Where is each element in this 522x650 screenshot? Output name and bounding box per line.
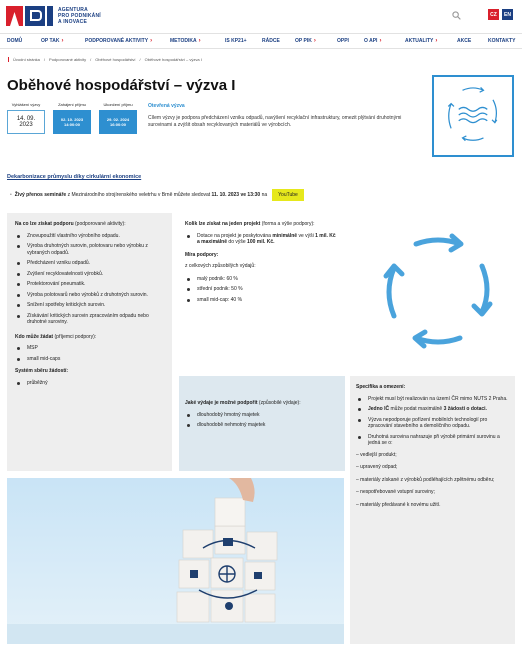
breadcrumb-separator: /: [90, 57, 92, 62]
date-column: [99, 102, 137, 134]
date-column: [53, 102, 91, 134]
date-column: [7, 102, 45, 134]
list-item: Výroba polotovarů nebo výrobků z druhotných surovin.: [15, 292, 164, 299]
date-label: Ukončení příjmu: [103, 102, 133, 107]
live-text-1: z Mezinárodního strojírenského veletrhu v Brně můžete sledovat: [66, 192, 212, 198]
secondary-materials-list: [356, 452, 509, 509]
list-item: střední podnik: 50 %: [185, 286, 339, 293]
panel-heading-rest: (podporované aktivity):: [73, 221, 126, 227]
nav-item[interactable]: [225, 38, 247, 44]
circular-economy-icon: [432, 75, 514, 157]
live-bold-title: Živý přenos semináře: [14, 192, 67, 198]
chevron-right-icon: ›: [435, 38, 438, 44]
costs-list: [185, 412, 339, 429]
who-heading-bold: Kdo může žádat: [15, 333, 54, 340]
breadcrumb-item[interactable]: Úvodní stránka: [13, 57, 40, 62]
chevron-right-icon: ›: [150, 38, 153, 44]
amount-text-2: ve výši: [297, 232, 316, 239]
costs-heading: [185, 400, 339, 407]
breadcrumb-separator: /: [43, 57, 46, 62]
call-dates: [7, 102, 137, 134]
list-item: Protektorování pneumatik.: [15, 281, 164, 288]
date-line-2: 16:00:00: [109, 122, 126, 127]
breadcrumb-marker: [8, 57, 9, 62]
nav-item[interactable]: [295, 38, 316, 44]
chevron-right-icon: ›: [313, 38, 316, 44]
chevron-right-icon: ›: [61, 38, 64, 44]
list-item: Zvýšení recyklovatelnosti výrobků.: [15, 271, 164, 278]
list-item: MSP: [15, 345, 164, 352]
list-item: dlouhodobě nehmotný majetek: [185, 422, 339, 429]
dash-list-item: – materiály získané z výrobků podléhajících zpětnému odběru;: [356, 476, 495, 483]
specifics-heading: Specifika a omezení:: [356, 384, 406, 390]
live-datetime: 11. 10. 2023 ve 13:30: [211, 192, 261, 198]
nav-item[interactable]: [405, 38, 437, 44]
lang-en-button[interactable]: EN: [502, 9, 513, 20]
amount-heading-rest: (forma a výše podpory):: [260, 221, 315, 227]
site-header: [0, 0, 522, 33]
intro-text: Cílem výzvy je podpora předcházení vzniku odpadů, navýšení recyklační infrastruktury, omezit plýtvání druhotnými surovinami a zvýšit obsah recyklovaných materiálů ve výrobcích.: [148, 115, 402, 128]
amount-text-3: do výše: [227, 239, 248, 245]
date-label: Zahájení příjmu: [58, 102, 86, 107]
spec-text: může podat maximálně: [389, 406, 444, 412]
nav-item[interactable]: [337, 38, 349, 44]
dash-list-item: – materiály předávané k novému užití.: [356, 501, 441, 508]
list-item: dlouhodobý hmotný majetek: [185, 412, 339, 419]
specifics-panel: [350, 376, 515, 644]
status-label: Otevřená výzva: [148, 103, 185, 109]
specifics-list: [356, 396, 509, 447]
list-item: Výroba druhotných surovin, polotovaru nebo výrobku z vybraných odpadů.: [15, 243, 164, 256]
list-item: Znovupoužití vlastního výrobního odpadu.: [15, 233, 164, 240]
breadcrumb-separator: /: [139, 57, 141, 62]
date-box: [53, 110, 91, 134]
nav-item[interactable]: [170, 38, 201, 44]
nav-item[interactable]: [457, 38, 471, 44]
nav-item[interactable]: [41, 38, 63, 44]
nav-item-label: OPPI: [337, 38, 349, 44]
spec-bold-1: Jedno IČ: [368, 406, 390, 412]
logo-mark-icon: [6, 6, 53, 26]
who-heading-rest: (příjemci podpory):: [53, 333, 97, 340]
breadcrumb: [8, 57, 202, 62]
amount-bold-2: 1 mil. Kč a maximálně: [197, 232, 336, 245]
api-logo[interactable]: [6, 6, 101, 26]
costs-heading-rest: (způsobilé výdaje):: [257, 400, 301, 406]
panel-heading-bold: Na co lze získat podporu: [15, 221, 74, 227]
live-stream-info: [10, 189, 304, 201]
nav-item-label: DOMŮ: [7, 38, 23, 44]
youtube-button[interactable]: YouTube: [272, 189, 304, 201]
list-item: small mid-caps: [15, 356, 164, 363]
dash-list-item: – nespotřebované vstupní suroviny;: [356, 489, 435, 495]
live-text: [15, 192, 267, 198]
nav-item-label: OP PIK: [295, 38, 312, 44]
nav-item-label: RÁDCE: [262, 38, 280, 44]
live-text-2: na: [260, 192, 268, 198]
system-heading: Systém sběru žádostí:: [15, 368, 69, 374]
list-item: [356, 406, 509, 413]
list-item: Snížení spotřeby kritických surovin.: [15, 302, 164, 309]
date-box: [7, 110, 45, 134]
list-item: malý podnik: 60 %: [185, 276, 339, 283]
cycle-arrows-icon: [382, 232, 494, 350]
chevron-right-icon: ›: [379, 38, 382, 44]
date-label: Vyhlášení výzvy: [11, 102, 41, 107]
nav-item-label: IS KP21+: [225, 38, 247, 44]
amount-heading: [185, 221, 339, 228]
activities-list: [15, 233, 164, 326]
rate-list: [185, 276, 339, 304]
dash-list-item: – vedlejší produkt;: [356, 451, 397, 458]
who-heading: [15, 334, 164, 341]
spec-bold-2: 3 žádosti o dotaci.: [443, 406, 487, 412]
amount-bold-1: minimálně: [272, 232, 298, 239]
decarbonization-link[interactable]: Dekarbonizace průmyslu díky cirkulární ekonomice: [7, 174, 142, 180]
date-line-2: 14:00:00: [63, 122, 80, 127]
list-item: Druhotná surovina nahrazuje při výrobě primární surovinu a jedná se o:: [356, 434, 509, 447]
logo-text: AGENTURA PRO PODNIKÁNÍ A INOVACE: [58, 7, 101, 25]
main-nav: [0, 33, 522, 49]
list-item: [185, 233, 339, 246]
breadcrumb-item: Oběhové hospodářství – výzva I: [144, 57, 202, 62]
funding-amount-panel: [179, 213, 345, 371]
nav-item-label: METODIKA: [170, 38, 197, 44]
nav-item[interactable]: [262, 38, 280, 44]
list-item: průběžný: [15, 380, 164, 387]
panel-heading: [15, 221, 164, 228]
amount-heading-bold: Kolik lze získat na jeden projekt: [185, 221, 261, 227]
rate-heading: Míra podpory:: [185, 251, 219, 258]
nav-item-label: AKTUALITY: [405, 38, 434, 44]
costs-heading-bold: Jaké výdaje je možné podpořit: [185, 400, 258, 406]
date-line-1: 14. 09.: [16, 116, 36, 122]
nav-item[interactable]: [85, 38, 152, 44]
list-item: small mid-cap: 40 %: [185, 297, 339, 304]
page-title: Oběhové hospodářství – výzva I: [7, 77, 236, 94]
date-line-1: 29. 02. 2024: [106, 117, 130, 122]
list-item: Předcházení vzniku odpadů.: [15, 260, 164, 267]
date-box: [99, 110, 137, 134]
eligible-costs-panel: [179, 376, 345, 471]
search-icon[interactable]: [452, 11, 461, 20]
breadcrumb-item[interactable]: Oběhové hospodářství: [95, 57, 136, 62]
nav-item-label: KONTAKTY: [488, 38, 516, 44]
nav-item[interactable]: [488, 38, 515, 44]
system-list: [15, 380, 164, 387]
date-line-2: 2023: [19, 122, 33, 128]
lang-cz-button[interactable]: CZ: [488, 9, 499, 20]
amount-list: [185, 233, 339, 246]
amount-bold-3: 100 mil. Kč.: [247, 239, 275, 245]
chevron-right-icon: ›: [198, 38, 201, 44]
date-line-1: 02. 10. 2023: [60, 117, 84, 122]
nav-item-label: OP TAK: [41, 38, 60, 44]
list-item: Výzva nepodporuje pořízení mobilních technologií pro zpracování stavebního a demoličního odpadu.: [356, 417, 509, 430]
nav-item-label: AKCE: [457, 38, 472, 44]
bullet-icon: •: [10, 192, 12, 198]
rate-subheading: z celkových způsobilých výdajů:: [185, 263, 256, 269]
nav-item[interactable]: [364, 38, 381, 44]
nav-item-label: O API: [364, 38, 378, 44]
list-item: Projekt musí být realizován na území ČR mimo NUTS 2 Praha.: [356, 396, 509, 403]
dash-list-item: – upravený odpad;: [356, 464, 398, 470]
supported-activities-panel: [7, 213, 172, 471]
amount-text-1: Dotace na projekt je poskytována: [197, 232, 273, 239]
nav-item[interactable]: [7, 38, 22, 44]
cubes-photo-image: [7, 478, 344, 644]
recipients-list: [15, 345, 164, 362]
list-item: Získávání kritických surovin zpracováním odpadu nebo druhotné suroviny.: [15, 313, 164, 326]
nav-item-label: PODPOROVANÉ AKTIVITY: [85, 38, 149, 44]
breadcrumb-item[interactable]: Podporované aktivity: [49, 57, 87, 62]
